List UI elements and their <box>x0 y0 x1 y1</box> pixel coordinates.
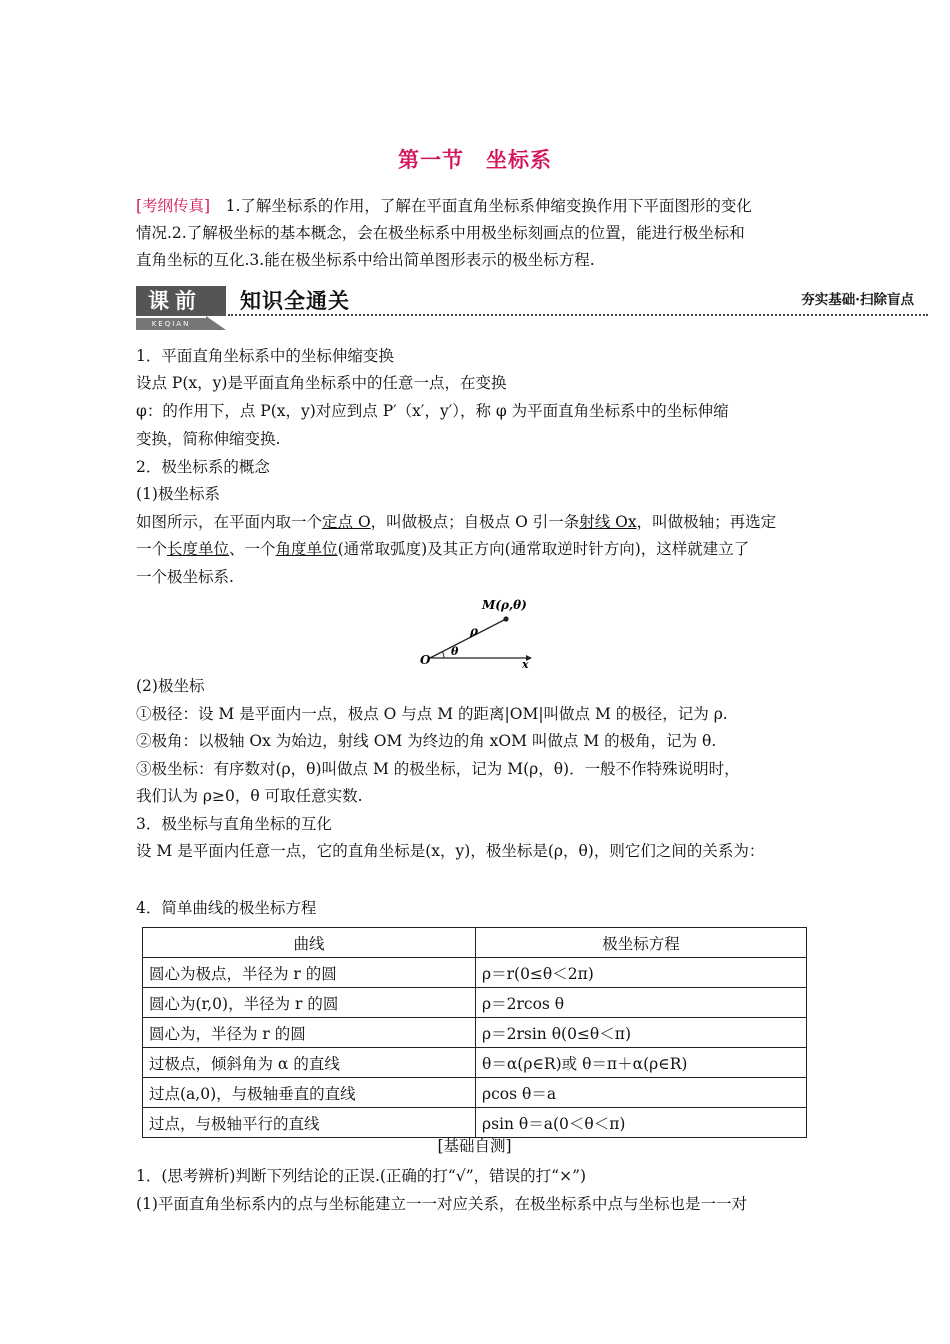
label-theta: θ <box>451 645 459 658</box>
table-cell: θ＝α(ρ∈R)或 θ＝π＋α(ρ∈R) <box>476 1048 807 1078</box>
text: 、一个 <box>229 540 276 558</box>
point-m <box>503 616 508 621</box>
underlined-term: 角度单位 <box>275 540 338 558</box>
table-row <box>143 1078 807 1108</box>
underlined-term: 射线 Ox <box>579 513 637 531</box>
section2-sub2: (2)极坐标 <box>136 677 205 695</box>
section-banner <box>136 286 928 332</box>
text: 如图所示，在平面内取一个 <box>136 513 323 531</box>
self-test-caption: [基础自测] <box>437 1137 512 1155</box>
syllabus-text-1: 1.了解坐标系的作用，了解在平面直角坐标系伸缩变换作用下平面图形的变化 <box>210 197 752 215</box>
table-cell: 过点(a,0)，与极轴垂直的直线 <box>143 1078 476 1108</box>
table-header-cell: 曲线 <box>143 928 476 958</box>
section2-sub1: (1)极坐标系 <box>136 485 220 503</box>
section3-line-1: 设 M 是平面内任意一点，它的直角坐标是(x，y)，极坐标是(ρ，θ)，则它们之间的关系为： <box>136 842 765 860</box>
text: 一个 <box>136 540 168 558</box>
table-cell: 圆心为(r,0)，半径为 r 的圆 <box>143 988 476 1018</box>
table-cell: ρsin θ＝a(0＜θ＜π) <box>476 1108 807 1138</box>
table-cell: 过极点，倾斜角为 α 的直线 <box>143 1048 476 1078</box>
label-x: x <box>522 658 529 671</box>
polar-equation-table <box>142 927 807 1138</box>
syllabus-line-1 <box>136 196 752 216</box>
angle-arc <box>443 652 445 658</box>
section4-heading: 4．简单曲线的极坐标方程 <box>136 899 317 917</box>
banner-sub-label: KEQIAN <box>136 318 206 330</box>
section3-heading: 3．极坐标与直角坐标的互化 <box>136 815 332 833</box>
table-row <box>143 958 807 988</box>
exercise-1: 1．(思考辨析)判断下列结论的正误.(正确的打“√”，错误的打“×”) <box>136 1167 587 1185</box>
section2-para-2 <box>136 539 749 559</box>
banner-triangle <box>206 316 226 330</box>
text: ，叫做极轴；再选定 <box>636 513 777 531</box>
syllabus-tag: [考纲传真] <box>136 197 211 215</box>
section1-line-3: 变换，简称伸缩变换. <box>136 430 281 448</box>
polar-angle-def: ②极角：以极轴 Ox 为始边，射线 OM 为终边的角 xOM 叫做点 M 的极角，记为 θ. <box>136 732 717 750</box>
table-cell: 圆心为，半径为 r 的圆 <box>143 1018 476 1048</box>
table-cell: ρ＝r(0≤θ＜2π) <box>476 958 807 988</box>
section1-line-2: φ：的作用下，点 P(x，y)对应到点 P′（x′，y′），称 φ 为平面直角坐标系中的坐标伸缩 <box>136 402 729 420</box>
underlined-term: 定点 O <box>322 513 371 531</box>
table-row <box>143 1018 807 1048</box>
table-row <box>143 1048 807 1078</box>
table-cell: 过点，与极轴平行的直线 <box>143 1108 476 1138</box>
exercise-1-item-1: (1)平面直角坐标系内的点与坐标能建立一一对应关系，在极坐标系中点与坐标也是一一对 <box>136 1195 747 1213</box>
banner-divider <box>228 314 928 316</box>
section1-line-1: 设点 P(x，y)是平面直角坐标系中的任意一点，在变换 <box>136 374 507 392</box>
table-row <box>143 1108 807 1138</box>
underlined-term: 长度单位 <box>167 540 230 558</box>
label-o: O <box>420 653 431 667</box>
banner-main-label: 知识全通关 <box>240 289 350 313</box>
table-header-row <box>143 928 807 958</box>
table-row <box>143 988 807 1018</box>
page-title: 第一节 坐标系 <box>398 147 552 172</box>
label-rho: ρ <box>470 624 478 638</box>
polar-coordinate-figure <box>410 592 550 674</box>
table-cell: ρ＝2rsin θ(0≤θ＜π) <box>476 1018 807 1048</box>
banner-right-label: 夯实基础·扫除盲点 <box>801 292 914 308</box>
text: (通常取弧度)及其正方向(通常取逆时针方向)，这样就建立了 <box>337 540 750 558</box>
syllabus-line-2: 情况.2.了解极坐标的基本概念，会在极坐标系中用极坐标刻画点的位置，能进行极坐标和 <box>136 224 745 242</box>
section1-heading: 1．平面直角坐标系中的坐标伸缩变换 <box>136 347 394 365</box>
table-cell: ρcos θ＝a <box>476 1078 807 1108</box>
table-header-cell: 极坐标方程 <box>476 928 807 958</box>
label-m: M(ρ,θ) <box>482 598 527 612</box>
radius-line <box>430 619 506 658</box>
banner-dark-label: 课前 <box>148 289 202 313</box>
section2-para-3: 一个极坐标系. <box>136 568 234 586</box>
section2-heading: 2．极坐标系的概念 <box>136 458 270 476</box>
table-cell: 圆心为极点，半径为 r 的圆 <box>143 958 476 988</box>
polar-coord-def-2: 我们认为 ρ≥0，θ 可取任意实数. <box>136 787 363 805</box>
polar-radius-def: ①极径：设 M 是平面内一点，极点 O 与点 M 的距离|OM|叫做点 M 的极径，记为 ρ. <box>136 705 728 723</box>
banner-dark-block <box>136 286 226 316</box>
table-cell: ρ＝2rcos θ <box>476 988 807 1018</box>
section2-para-1 <box>136 512 776 532</box>
text: ，叫做极点；自极点 O 引一条 <box>370 513 580 531</box>
syllabus-line-3: 直角坐标的互化.3.能在极坐标系中给出简单图形表示的极坐标方程. <box>136 251 595 269</box>
polar-coord-def: ③极坐标：有序数对(ρ，θ)叫做点 M 的极坐标，记为 M(ρ，θ)．一般不作特殊说明时， <box>136 760 740 778</box>
